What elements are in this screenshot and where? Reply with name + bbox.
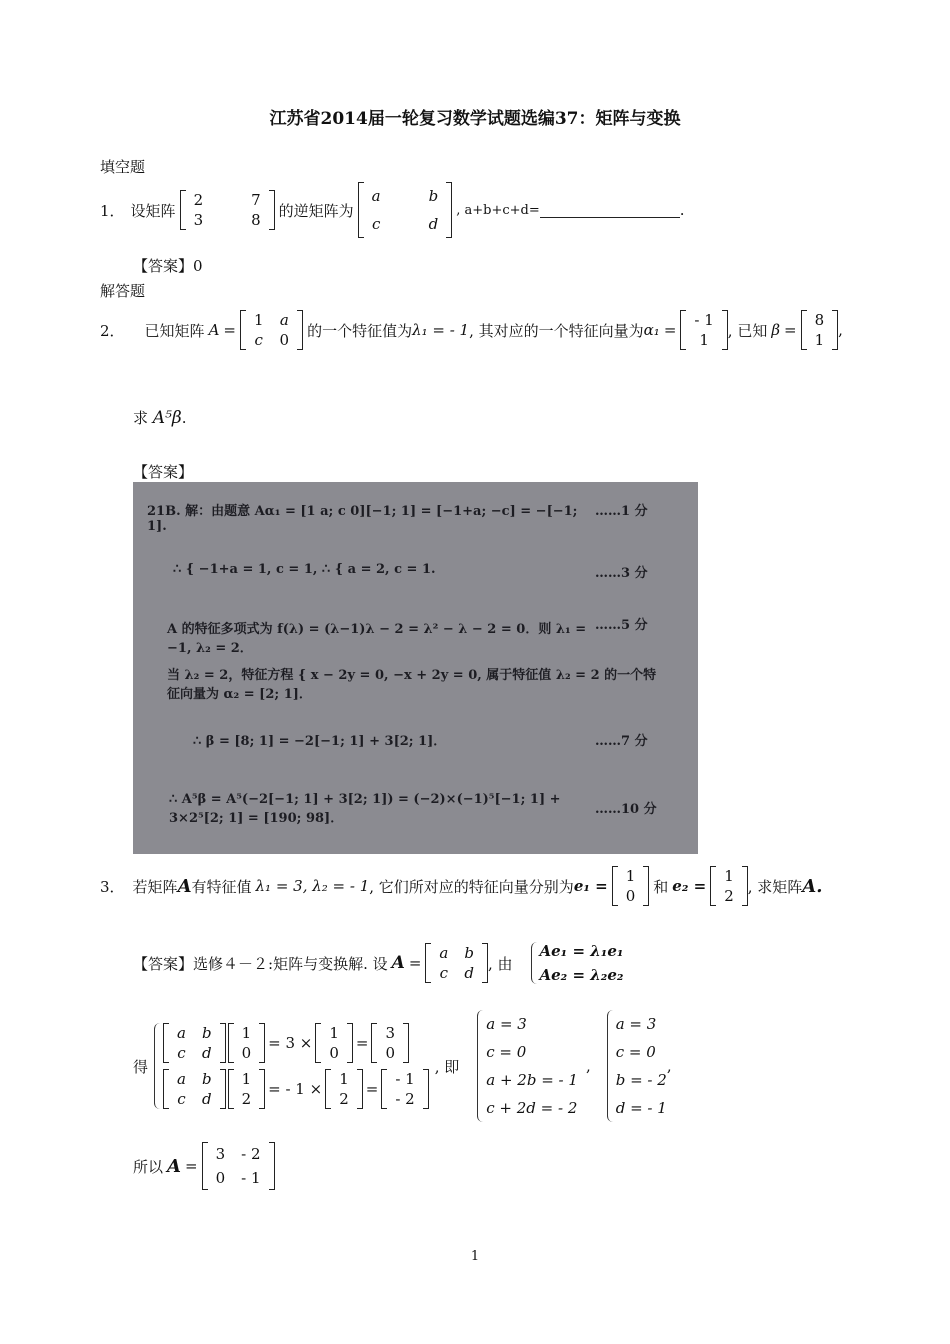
q2-alpha-vector xyxy=(680,310,727,350)
equation: a = 3 xyxy=(486,1015,527,1033)
q1-mid: 的逆矩阵为 xyxy=(278,201,354,220)
equation: c + 2d = - 2 xyxy=(486,1099,578,1117)
q3-matrix-equations xyxy=(154,1023,429,1109)
page-title: 江苏省2014届一轮复习数学试题选编37：矩阵与变换 xyxy=(269,109,681,129)
q3-and: 和 xyxy=(653,877,669,896)
cell: c xyxy=(371,215,381,233)
cell: c xyxy=(254,331,263,349)
cell: 1 xyxy=(724,867,734,885)
answer-label: 【答案】 xyxy=(133,954,194,973)
cell: b xyxy=(464,944,474,962)
q3-text-2: , 它们所对应的特征向量分别为 xyxy=(369,877,574,896)
cell: 1 xyxy=(241,1070,252,1088)
q2-alpha: α₁ xyxy=(643,321,660,339)
equation: a + 2b = - 1 xyxy=(486,1071,578,1089)
q2-text-4: , xyxy=(838,321,843,339)
cell: 1 xyxy=(699,331,709,349)
equation: d = - 1 xyxy=(615,1099,667,1117)
q2-pre: 已知矩阵 xyxy=(144,321,205,340)
cell: a xyxy=(439,944,449,962)
cell: - 1 xyxy=(241,1169,261,1187)
section-solve-heading: 解答题 xyxy=(100,282,146,300)
cell: - 2 xyxy=(241,1145,261,1163)
q3-e2: e₂ = xyxy=(672,877,707,895)
photo-score-1: ……1 分 xyxy=(595,504,648,519)
q3-text-3: , 求矩阵 xyxy=(747,877,803,896)
cell: d xyxy=(428,215,439,233)
equation: a = 3 xyxy=(615,1015,657,1033)
q3-get: 得 xyxy=(133,1057,149,1076)
q3-eigen-equations xyxy=(531,942,624,984)
q3-result-matrix xyxy=(202,1142,275,1190)
q3-system-1 xyxy=(477,1010,578,1122)
row-1-op: = 3 × xyxy=(268,1034,313,1052)
photo-line-4: 当 λ₂ = 2，特征方程 { x − 2y = 0, −x + 2y = 0, 属于特征值 λ₂ = 2 的一个特征向量为 α₂ = [2; 1]． xyxy=(167,668,657,702)
q2-matrix xyxy=(240,310,303,350)
q2-beta: β xyxy=(771,321,780,339)
matrix-equation-row-1: a b c d 1 0 = 3 × 1 0 = 3 0 xyxy=(163,1023,429,1063)
q2-number: 2． xyxy=(100,321,125,340)
q3-e2-vector xyxy=(710,866,748,906)
matrix-equation-row-2: a b c d 1 2 = - 1 × 1 2 = - 1 - 2 xyxy=(163,1069,429,1109)
cell: 0 xyxy=(279,331,290,349)
q1-inverse-matrix xyxy=(358,182,453,238)
q2-beta-vector xyxy=(801,310,839,350)
q3-result: 所以 A = 3 - 2 0 - 1 xyxy=(133,1142,275,1190)
cell: 1 xyxy=(253,311,264,329)
q3-so: 所以 xyxy=(133,1157,164,1176)
q3-system-2 xyxy=(607,1010,667,1122)
q3-ie: , 即 xyxy=(434,1057,460,1076)
cell: 0 xyxy=(241,1044,252,1062)
equation: c = 0 xyxy=(615,1043,656,1061)
q3-text-4: A. xyxy=(802,875,823,897)
q2-text-1: 的一个特征值为 xyxy=(307,321,413,340)
cell: 7 xyxy=(251,191,261,209)
q2-ask-end: . xyxy=(181,409,187,427)
cell: 8 xyxy=(814,311,825,329)
equation: b = - 2 xyxy=(615,1071,667,1089)
q2-ask xyxy=(133,407,187,428)
answer-label: 【答案】 xyxy=(133,257,194,275)
q1-end: . xyxy=(679,201,685,219)
photo-score-5: ……7 分 xyxy=(595,734,648,749)
cell: b xyxy=(428,187,439,205)
cell: 1 xyxy=(814,331,825,349)
q2-text-3: , 已知 xyxy=(727,321,768,340)
cell: 2 xyxy=(193,191,204,209)
photo-line-3: A 的特征多项式为 f(λ) = (λ−1)λ − 2 = λ² − λ − 2 = 0．则 λ₁ = −1, λ₂ = 2． xyxy=(167,622,587,656)
cell: - 2 xyxy=(395,1090,415,1108)
q1-number: 1． xyxy=(100,201,125,220)
q3-number: 3． xyxy=(100,877,125,896)
page-number: 1 xyxy=(470,1249,480,1264)
q1-post: , a+b+c+d= xyxy=(456,202,540,218)
equation: c = 0 xyxy=(486,1043,527,1061)
q3-pre: 若矩阵 xyxy=(132,877,178,896)
cell: a xyxy=(279,311,289,329)
q3-e1: e₁ = xyxy=(573,877,608,895)
q3-set-matrix xyxy=(425,943,488,983)
question-3 xyxy=(100,866,823,906)
q1-matrix xyxy=(180,190,275,230)
answer-intro-text: 选修４－２:矩阵与变换解. 设 xyxy=(193,954,388,973)
q3-by: , 由 xyxy=(487,954,513,973)
cell: 0 xyxy=(385,1044,396,1062)
q2-A: A xyxy=(208,321,220,339)
photo-line-5: ∴ β = [8; 1] = −2[−1; 1] + 3[2; 1]． xyxy=(193,734,447,749)
question-1 xyxy=(100,182,685,238)
cell: 1 xyxy=(625,867,636,885)
q1-answer xyxy=(133,255,203,276)
q3-derivation xyxy=(133,1010,672,1122)
cell: a xyxy=(371,187,381,205)
answer-value: 0 xyxy=(193,257,203,275)
photo-score-2: ……3 分 xyxy=(595,566,648,581)
section-fill-heading: 填空题 xyxy=(100,158,146,176)
q1-answer-blank xyxy=(540,203,680,218)
q3-answer-intro: 【答案】 选修４－２:矩阵与变换解. 设 A = a b c d , 由 Ae₁ = λ₁e₁ Ae₂ = λ₂e₂ xyxy=(133,942,624,984)
cell: 8 xyxy=(251,211,261,229)
q2-text-2: , 其对应的一个特征向量为 xyxy=(469,321,644,340)
q2-lambda: λ₁ = - 1 xyxy=(412,321,470,339)
q3-text-1: 有特征值 xyxy=(191,877,252,896)
q2-answer-photo xyxy=(133,482,698,854)
row-2-op: = - 1 × xyxy=(268,1080,323,1098)
q2-answer-label: 【答案】 xyxy=(133,463,194,481)
question-2: 2． 已知矩阵 A = 1 a c 0 的一个特征值为 λ₁ = - 1 , 其对应的一个特征向量为 α₁ = - 1 1 , 已知 β = 8 1 , xyxy=(100,311,843,349)
photo-score-3: ……5 分 xyxy=(595,618,648,633)
cell: 2 xyxy=(724,887,734,905)
cell: 3 xyxy=(193,211,204,229)
q3-lambdas: λ₁ = 3, λ₂ = - 1 xyxy=(255,877,370,895)
cell: c xyxy=(439,964,449,982)
q3-e1-vector xyxy=(612,866,650,906)
q2-ask-expr: A⁵β xyxy=(152,408,182,428)
cell: - 1 xyxy=(395,1070,415,1088)
cell: 3 xyxy=(215,1145,226,1163)
cell: 2 xyxy=(241,1090,252,1108)
cell: - 1 xyxy=(694,311,714,329)
q1-pre: 设矩阵 xyxy=(130,201,176,220)
q2-ask-text: 求 xyxy=(133,409,149,427)
cell: 1 xyxy=(241,1024,252,1042)
photo-line-2: ∴ { −1+a = 1, c = 1, ∴ { a = 2, c = 1. xyxy=(173,562,436,577)
photo-line-1: 21B. 解：由题意 Aα₁ = [1 a; c 0][−1; 1] = [−1+a; −c] = −[−1; 1]. xyxy=(147,504,578,534)
cell: 0 xyxy=(625,887,636,905)
cell: 0 xyxy=(215,1169,226,1187)
photo-line-6: ∴ A⁵β = A⁵(−2[−1; 1] + 3[2; 1]) = (−2)×(−1)⁵[−1; 1] + 3×2⁵[2; 1] = [190; 98]． xyxy=(169,792,561,826)
equation: Ae₁ = λ₁e₁ xyxy=(539,942,624,960)
cell: d xyxy=(464,964,474,982)
photo-score-6: ……10 分 xyxy=(595,802,657,817)
q3-A: A xyxy=(177,875,192,897)
q3-comma: , xyxy=(585,1057,591,1075)
cell: 3 xyxy=(385,1024,396,1042)
q3-end: , xyxy=(666,1057,672,1075)
equation: Ae₂ = λ₂e₂ xyxy=(539,966,624,984)
